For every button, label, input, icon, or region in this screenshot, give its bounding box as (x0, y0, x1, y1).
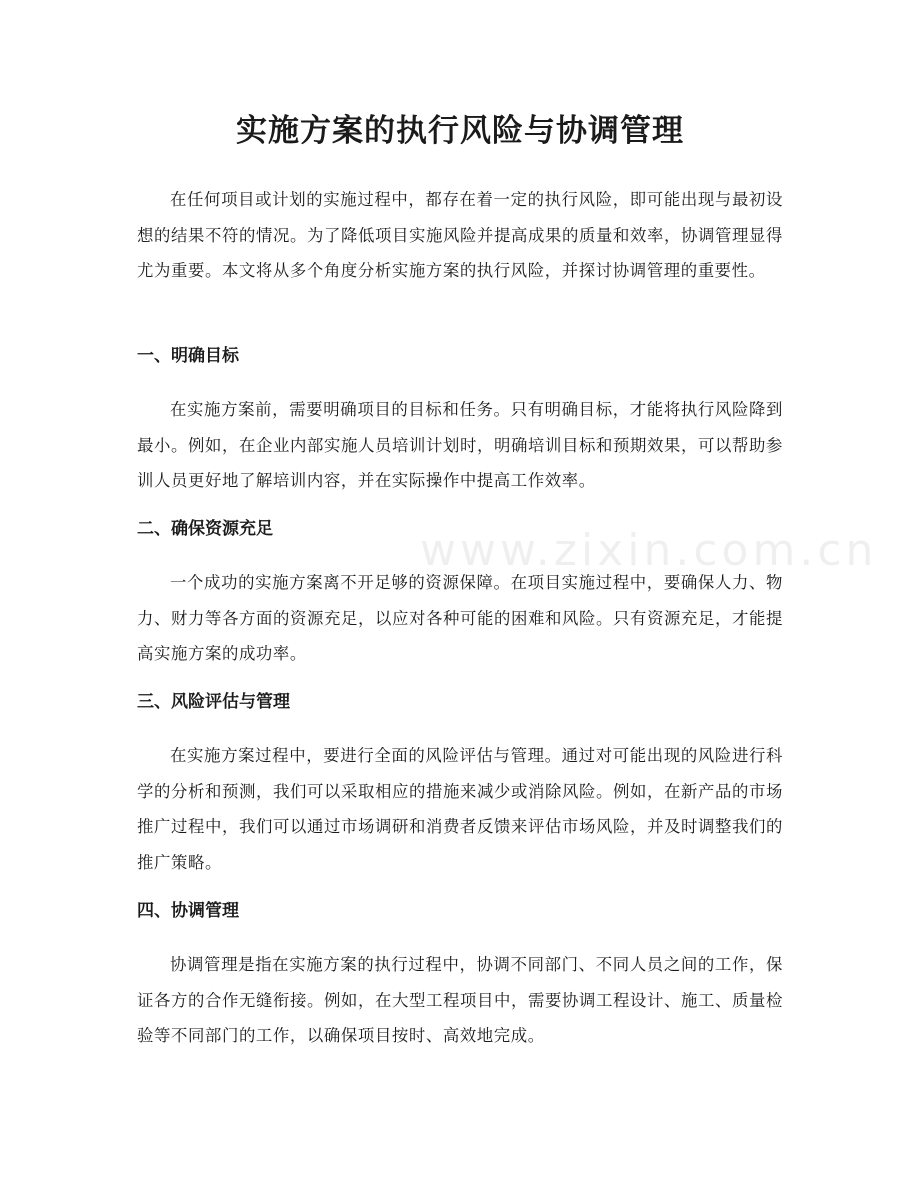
section-heading-1: 一、明确目标 (137, 346, 239, 366)
intro-paragraph: 在任何项目或计划的实施过程中，都存在着一定的执行风险，即可能出现与最初设想的结果不符的情况。为了降低项目实施风险并提高成果的质量和效率，协调管理显得尤为重要。本文将从多个角度分析实施方案的执行风险，并探讨协调管理的重要性。 (137, 190, 783, 280)
section-body-3: 在实施方案过程中，要进行全面的风险评估与管理。通过对可能出现的风险进行科学的分析和预测，我们可以采取相应的措施来减少或消除风险。例如，在新产品的市场推广过程中，我们可以通过市场调研和消费者反馈来评估市场风险，并及时调整我们的推广策略。 (137, 746, 783, 872)
section-heading-4: 四、协调管理 (137, 901, 239, 921)
section-body-4: 协调管理是指在实施方案的执行过程中，协调不同部门、不同人员之间的工作，保证各方的合作无缝衔接。例如，在大型工程项目中，需要协调工程设计、施工、质量检验等不同部门的工作，以确保项目按时、高效地完成。 (137, 955, 783, 1045)
section-body-1: 在实施方案前，需要明确项目的目标和任务。只有明确目标，才能将执行风险降到最小。例如，在企业内部实施人员培训计划时，明确培训目标和预期效果，可以帮助参训人员更好地了解培训内容，并在实际操作中提高工作效率。 (137, 400, 783, 490)
section-heading-3: 三、风险评估与管理 (137, 692, 290, 712)
watermark: www.zixin.com.cn (420, 525, 878, 576)
document-title: 实施方案的执行风险与协调管理 (236, 113, 684, 149)
section-body-2: 一个成功的实施方案离不开足够的资源保障。在项目实施过程中，要确保人力、物力、财力等各方面的资源充足，以应对各种可能的困难和风险。只有资源充足，才能提高实施方案的成功率。 (137, 573, 783, 663)
section-heading-2: 二、确保资源充足 (137, 519, 273, 539)
